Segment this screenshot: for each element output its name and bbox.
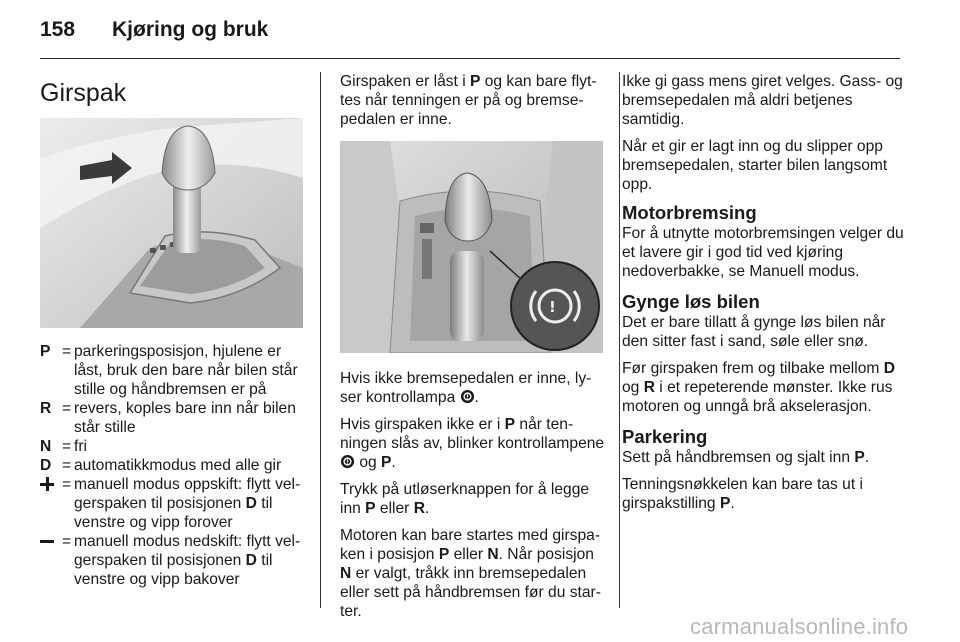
- subheading-motorbremsing: Motorbremsing: [622, 202, 757, 223]
- column-3: [622, 72, 904, 521]
- column-2: [340, 72, 606, 629]
- legend-item-n: N = fri: [40, 438, 87, 455]
- minus-icon: [40, 534, 54, 548]
- subheading-gynge: Gynge løs bilen: [622, 291, 760, 312]
- paragraph: Sett på håndbremsen og sjalt inn P.: [622, 449, 870, 466]
- watermark: carmanualsonline.info: [690, 614, 909, 639]
- column-1: [40, 72, 306, 589]
- column-divider: [619, 72, 620, 608]
- shift-lock-image: [340, 141, 603, 353]
- paragraph: Ikke gi gass mens giret velges. Gass- og bremsepedalen må aldri betjenes samtidig.: [622, 73, 903, 128]
- paragraph: Når et gir er lagt inn og du slipper opp bremsepedalen, starter bilen langsomt opp.: [622, 138, 888, 193]
- section-title: Girspak: [40, 79, 127, 107]
- legend-item-p: P = parkeringsposisjon, hjulene er låst, bruk den bare når bilen står stille og håndbremsen er på: [40, 343, 298, 398]
- paragraph: Motoren kan bare startes med girspaken i posisjon P eller N. Når posisjon N er valgt, tråkk inn bremsepedalen eller sett på håndbremsen før du starter.: [340, 527, 601, 620]
- subheading-parkering: Parkering: [622, 426, 708, 447]
- header-rule: [40, 58, 900, 59]
- legend-item-minus: = manuell modus nedskift: flytt velgerspaken til posisjonen D til venstre og vipp bakover: [40, 532, 306, 589]
- chapter-title: Kjøring og bruk: [112, 18, 269, 41]
- paragraph: Det er bare tillatt å gynge løs bilen når den sitter fast i sand, søle eller snø.: [622, 314, 886, 350]
- paragraph: Trykk på utløserknappen for å legge inn P eller R.: [340, 481, 590, 517]
- svg-text:!: !: [549, 298, 556, 316]
- plus-icon: [40, 477, 54, 491]
- paragraph: Hvis girspaken ikke er i P når tenningen slås av, blinker kontrollampene og P.: [340, 416, 605, 471]
- legend-item-d: D = automatikkmodus med alle gir: [40, 457, 282, 474]
- brake-warning-icon: [340, 454, 355, 469]
- paragraph: For å utnytte motorbremsingen velger du et lavere gir i god tid ved kjøring nedoverbakke, se Manuell modus.: [622, 225, 904, 280]
- paragraph: Hvis ikke bremsepedalen er inne, lyser kontrollampa .: [340, 370, 592, 406]
- legend-item-plus: = manuell modus oppskift: flytt velgerspaken til posisjonen D til venstre og vipp forover: [40, 475, 306, 532]
- paragraph: Girspaken er låst i P og kan bare flyttes når tenningen er på og bremsepedalen er inne.: [340, 73, 597, 128]
- page-number: 158: [40, 18, 76, 41]
- paragraph: Før girspaken frem og tilbake mellom D og R i et repeterende mønster. Ikke rus motoren og unngå brå akselerasjon.: [622, 360, 895, 415]
- column-divider: [320, 72, 321, 608]
- legend-item-r: R = revers, koples bare inn når bilen står stille: [40, 400, 296, 436]
- gear-legend: [40, 342, 306, 589]
- paragraph: Tenningsnøkkelen kan bare tas ut i girspakstilling P.: [622, 476, 863, 512]
- gear-lever-image: [40, 118, 303, 328]
- brake-warning-icon: [460, 389, 475, 404]
